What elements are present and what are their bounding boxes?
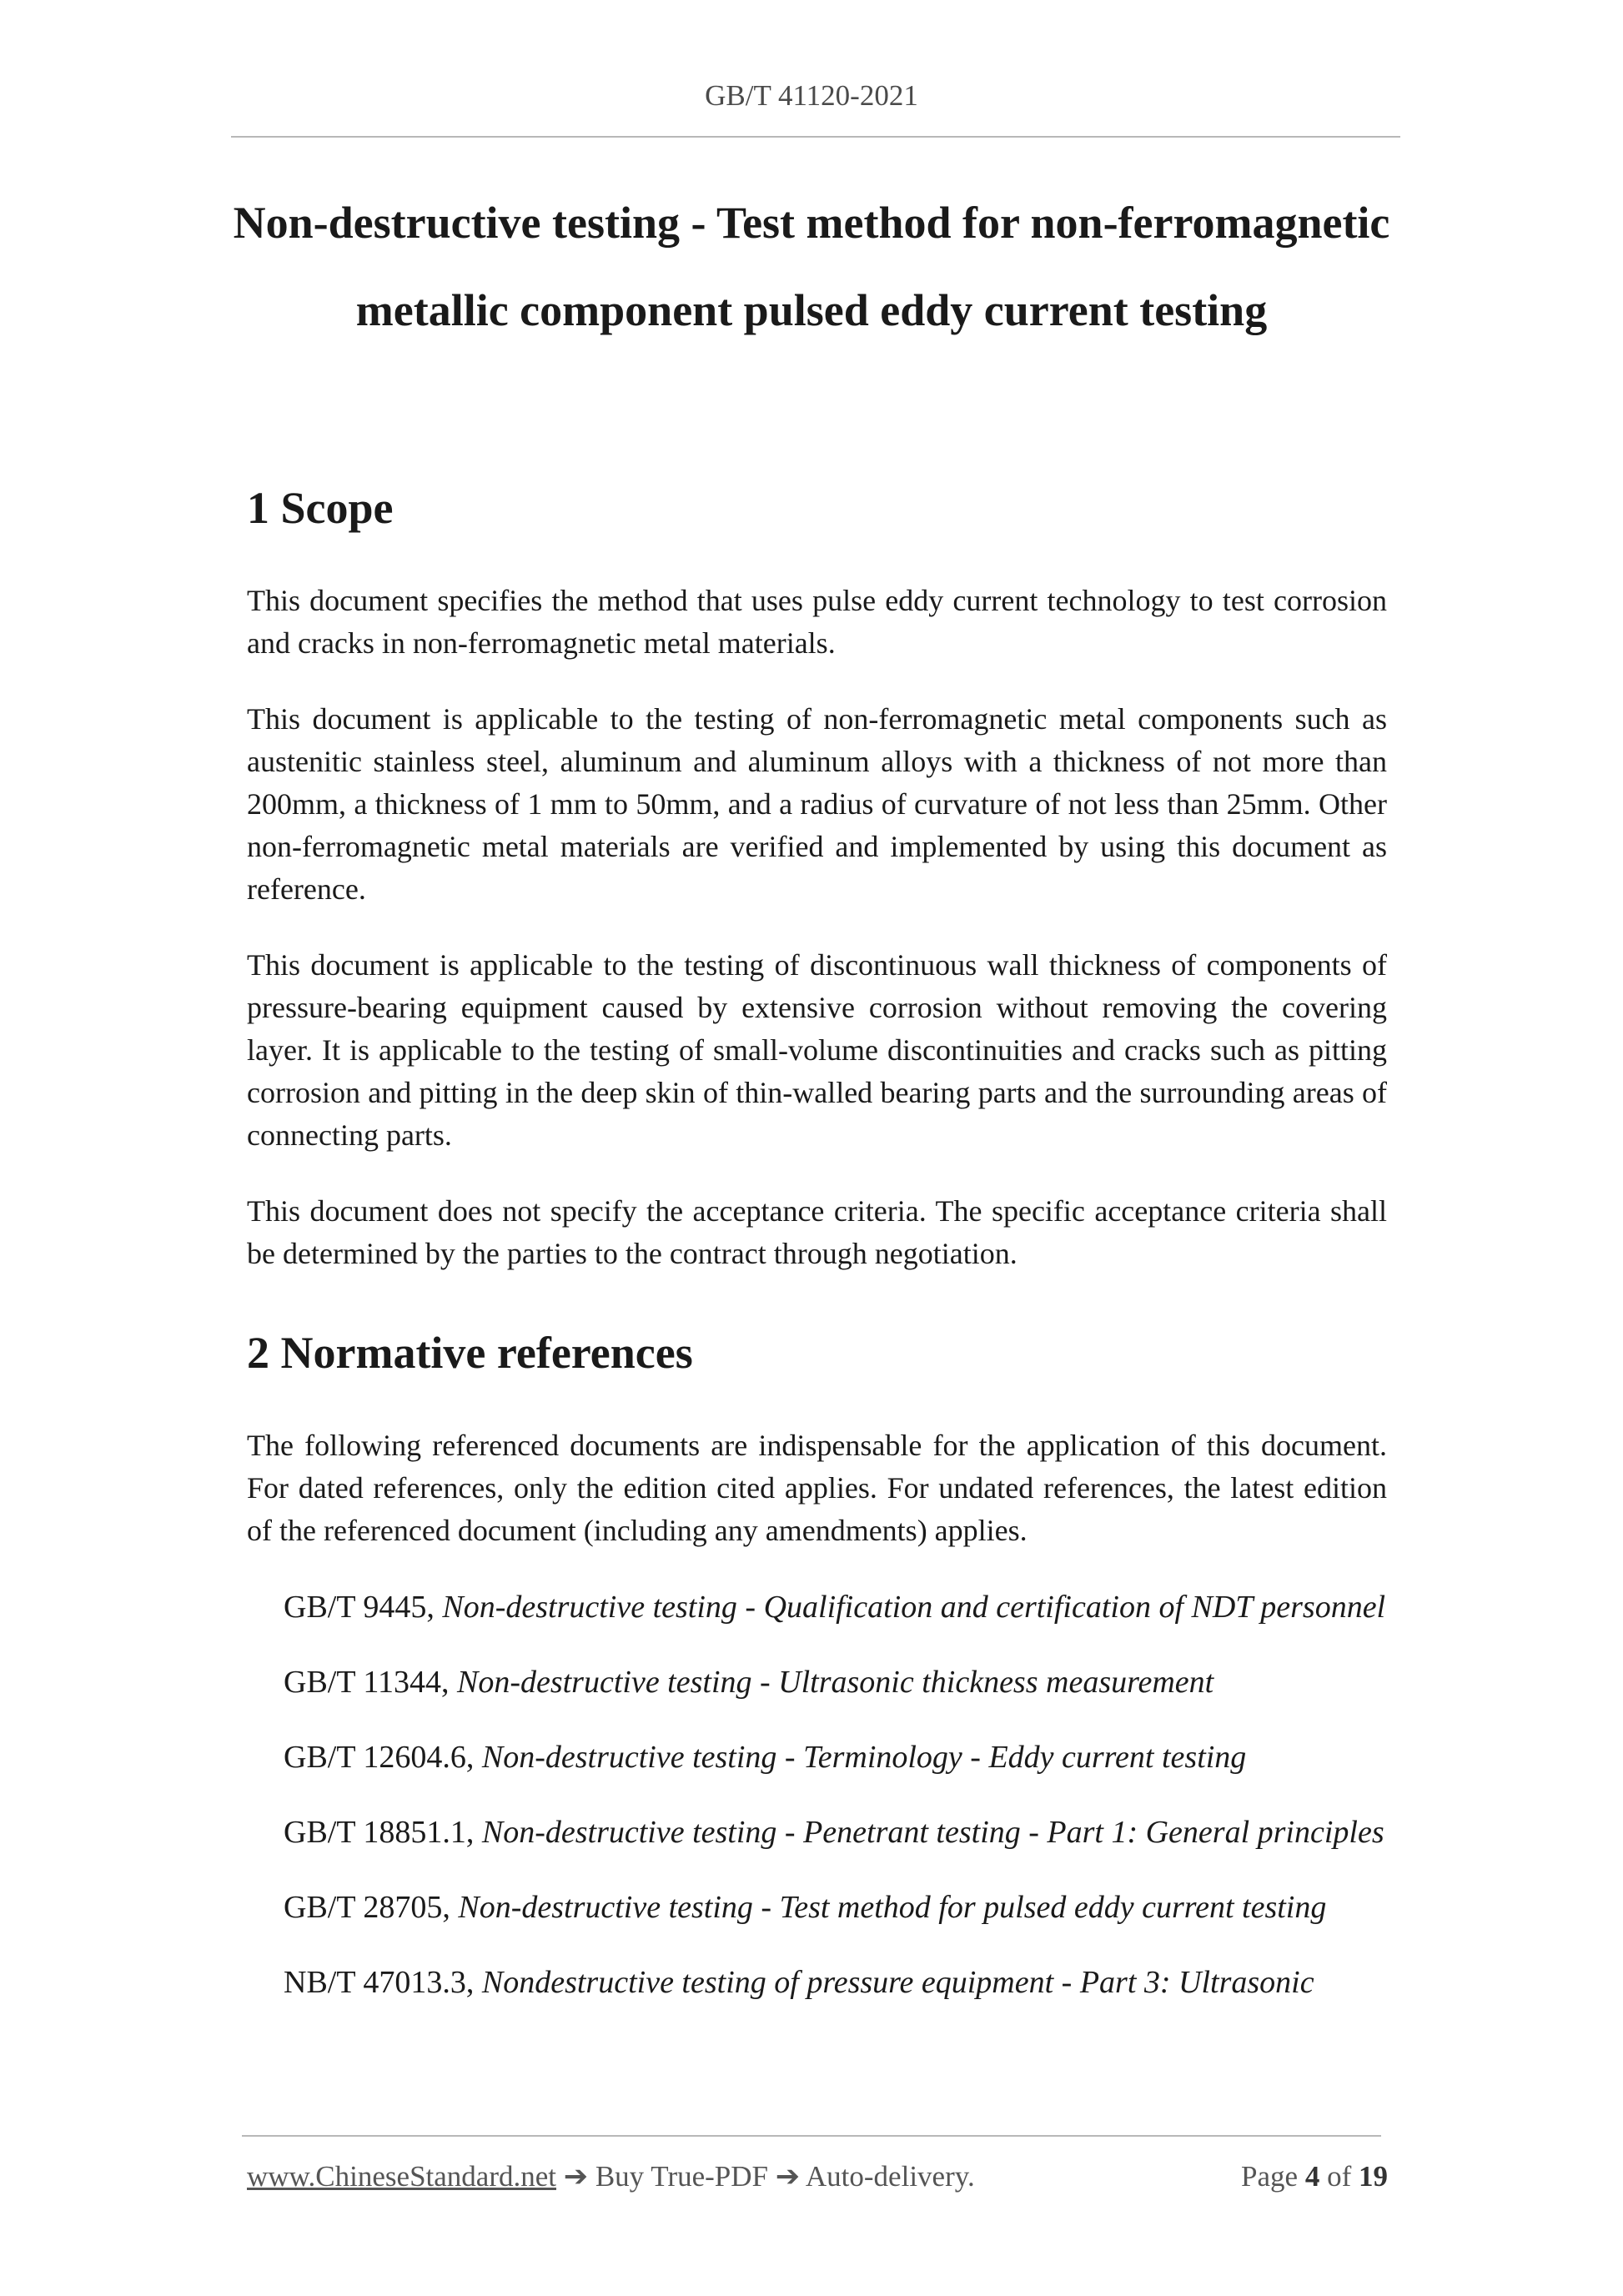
reference-code: NB/T 47013.3, (284, 1965, 482, 2000)
reference-title: Nondestructive testing of pressure equipment - Part 3: Ultrasonic (481, 1965, 1314, 2000)
total-pages: 19 (1359, 2160, 1388, 2193)
current-page: 4 (1304, 2160, 1320, 2193)
reference-list (284, 1585, 1387, 2004)
title-line-1: Non-destructive testing - Test method for non-ferromagnetic (233, 198, 1390, 248)
reference-item (284, 1886, 1387, 1929)
page-of-label: of (1327, 2160, 1352, 2193)
page-label: Page (1241, 2160, 1299, 2193)
footer-promo (247, 2160, 975, 2193)
auto-delivery-text: Auto-delivery. (805, 2160, 975, 2193)
scope-paragraph: This document is applicable to the testing of non-ferromagnetic metal components such as austenitic stainless steel, aluminum and aluminum alloys with a thickness of not more than 200mm, a thickness of 1 mm to 50mm, and a radius of curvature of not less than 25mm. Other non-ferromagnetic metal materials are verified and implemented by using this document as reference. (247, 702, 1387, 906)
reference-title: Non-destructive testing - Ultrasonic thickness measurement (456, 1665, 1214, 1700)
scope-paragraph: This document is applicable to the testing of discontinuous wall thickness of components of pressure-bearing equipment caused by extensive corrosion without removing the covering layer. It is applicable to the testing of small-volume discontinuities and cracks such as pitting corrosion and pitting in the deep skin of thin-walled bearing parts and the surrounding areas of connecting parts. (247, 948, 1387, 1152)
reference-code: GB/T 28705, (284, 1890, 459, 1925)
reference-title: Non-destructive testing - Test method for pulsed eddy current testing (458, 1890, 1327, 1925)
scope-paragraph: This document does not specify the acceptance criteria. The specific acceptance criteria shall be determined by the parties to the contract through negotiation. (247, 1194, 1387, 1270)
document-title (192, 179, 1431, 354)
section-heading-normative-references: 2 Normative references (247, 1328, 693, 1378)
arrow-right-icon: ➔ (563, 2160, 589, 2193)
reference-code: GB/T 12604.6, (284, 1740, 482, 1775)
references-intro: The following referenced documents are indispensable for the application of this document. For dated references, only the edition cited applies. For undated references, the latest edition of the referenced document (including any amendments) applies. (247, 1429, 1387, 1547)
reference-item (284, 1736, 1387, 1779)
reference-code: GB/T 9445, (284, 1590, 443, 1625)
footer-divider (242, 2135, 1381, 2137)
document-id: GB/T 41120-2021 (705, 79, 918, 112)
scope-paragraph: This document specifies the method that uses pulse eddy current technology to test corrosion and cracks in non-ferromagnetic metal materials. (247, 584, 1387, 660)
reference-title: Non-destructive testing - Qualification and certification of NDT personnel (442, 1590, 1386, 1625)
website-link[interactable]: www.ChineseStandard.net (247, 2160, 556, 2193)
header-divider (231, 136, 1400, 138)
reference-title: Non-destructive testing - Terminology - Eddy current testing (481, 1740, 1247, 1775)
buy-pdf-text: Buy True-PDF (595, 2160, 768, 2193)
reference-item (284, 1585, 1387, 1629)
title-line-2: metallic component pulsed eddy current testing (355, 285, 1268, 335)
arrow-right-icon: ➔ (775, 2160, 801, 2193)
section-heading-scope: 1 Scope (247, 483, 394, 533)
reference-title: Non-destructive testing - Penetrant testing - Part 1: General principles (481, 1815, 1384, 1850)
reference-code: GB/T 11344, (284, 1665, 457, 1700)
page-header (0, 79, 1623, 113)
reference-item (284, 1961, 1387, 2004)
page-number (1241, 2160, 1388, 2193)
reference-item (284, 1811, 1387, 1854)
reference-code: GB/T 18851.1, (284, 1815, 482, 1850)
page-content (247, 469, 1387, 2004)
reference-item (284, 1660, 1387, 1704)
